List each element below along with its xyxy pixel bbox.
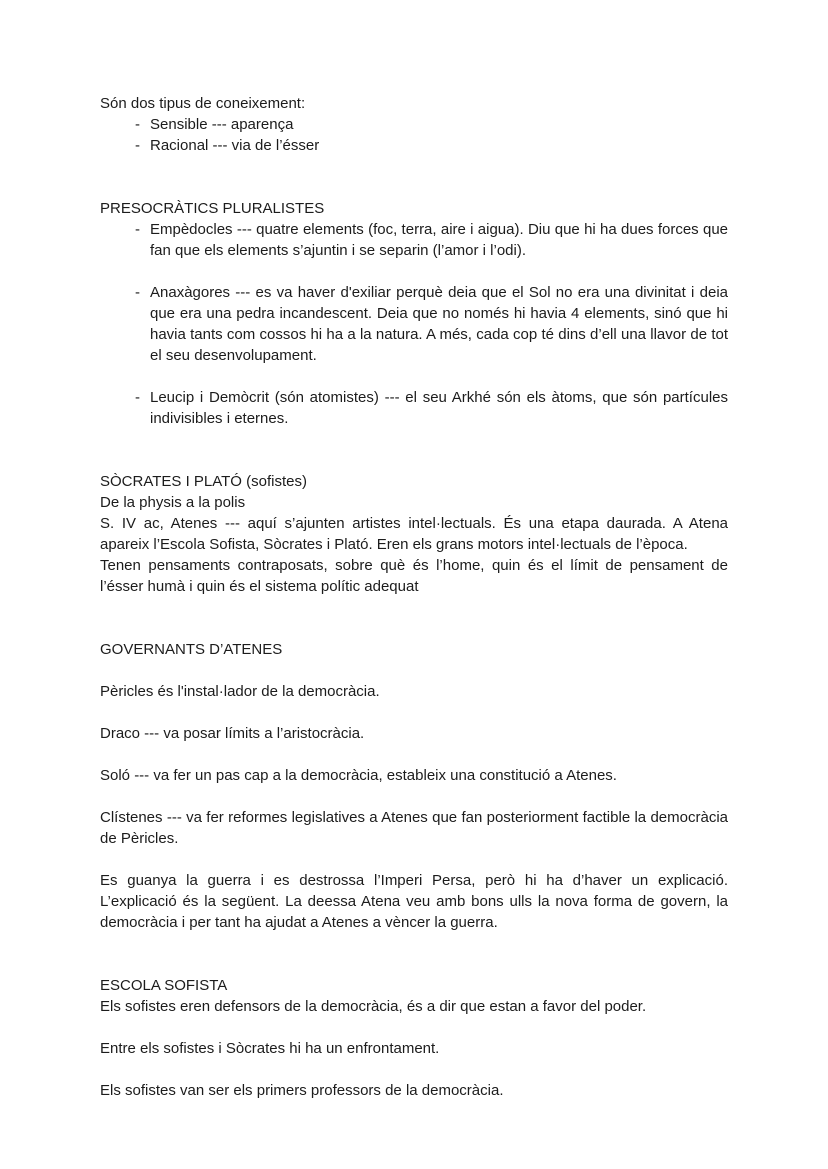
paragraph: Els sofistes van ser els primers professors de la democràcia. xyxy=(100,1082,504,1099)
list-item-text: Anaxàgores --- es va haver d'exiliar perquè deia que el Sol no era una divinitat i deia que era una pedra incandescent. Deia que no només hi havia 4 elements, sinó que hi havia tants com cossos hi ha a la natura. A més, cada cop té dins d’ell una llavor de tot el seu desenvolupament. xyxy=(150,284,728,364)
list-item xyxy=(100,282,728,366)
paragraph: Draco --- va posar límits a l’aristocràcia. xyxy=(100,725,365,742)
list-item xyxy=(100,219,728,261)
paragraph: Entre els sofistes i Sòcrates hi ha un enfrontament. xyxy=(100,1040,440,1057)
section-heading-socrates-plato: SÒCRATES I PLATÓ (sofistes) xyxy=(100,473,307,490)
bullet-dash: - xyxy=(135,116,140,133)
list-item xyxy=(100,387,728,429)
bullet-dash: - xyxy=(135,137,140,154)
section-heading-governants: GOVERNANTS D’ATENES xyxy=(100,641,283,658)
bullet-dash: - xyxy=(135,221,140,238)
paragraph: De la physis a la polis xyxy=(100,494,246,511)
list-item xyxy=(100,135,728,156)
presocratics-bullet-list xyxy=(100,219,728,429)
bullet-dash: - xyxy=(135,284,140,301)
paragraph: Tenen pensaments contraposats, sobre què és l’home, quin és el límit de pensament de l’ésser humà i quin és el sistema polític adequat xyxy=(100,557,728,595)
bullet-dash: - xyxy=(135,389,140,406)
intro-lead: Són dos tipus de coneixement: xyxy=(100,95,306,112)
section-heading-presocratics: PRESOCRÀTICS PLURALISTES xyxy=(100,200,325,217)
paragraph: Pèricles és l'instal·lador de la democràcia. xyxy=(100,683,380,700)
list-item-text: Empèdocles --- quatre elements (foc, terra, aire i aigua). Diu que hi ha dues forces que fan que els elements s’ajuntin i se separin (l’amor i l’odi). xyxy=(150,221,728,259)
paragraph: S. IV ac, Atenes --- aquí s’ajunten artistes intel·lectuals. És una etapa daurada. A Atena apareix l’Escola Sofista, Sòcrates i Plató. Eren els grans motors intel·lectuals de l’època. xyxy=(100,515,728,553)
paragraph: Clístenes --- va fer reformes legislatives a Atenes que fan posteriorment factible la democràcia de Pèricles. xyxy=(100,809,728,847)
list-item xyxy=(100,114,728,135)
list-item-text: Sensible --- aparença xyxy=(150,116,294,133)
paragraph: Soló --- va fer un pas cap a la democràcia, estableix una constitució a Atenes. xyxy=(100,767,617,784)
intro-bullet-list xyxy=(100,114,728,156)
paragraph: Es guanya la guerra i es destrossa l’Imperi Persa, però hi ha d’haver un explicació. L’explicació és la següent. La deessa Atena veu amb bons ulls la nova forma de govern, la democràcia i per tant ha ajudat a Atenes a vèncer la guerra. xyxy=(100,872,728,931)
section-heading-escola-sofista: ESCOLA SOFISTA xyxy=(100,977,228,994)
paragraph: Els sofistes eren defensors de la democràcia, és a dir que estan a favor del poder. xyxy=(100,998,647,1015)
list-item-text: Racional --- via de l’ésser xyxy=(150,137,320,154)
list-item-text: Leucip i Demòcrit (són atomistes) --- el seu Arkhé són els àtoms, que són partícules indivisibles i eternes. xyxy=(150,389,728,427)
